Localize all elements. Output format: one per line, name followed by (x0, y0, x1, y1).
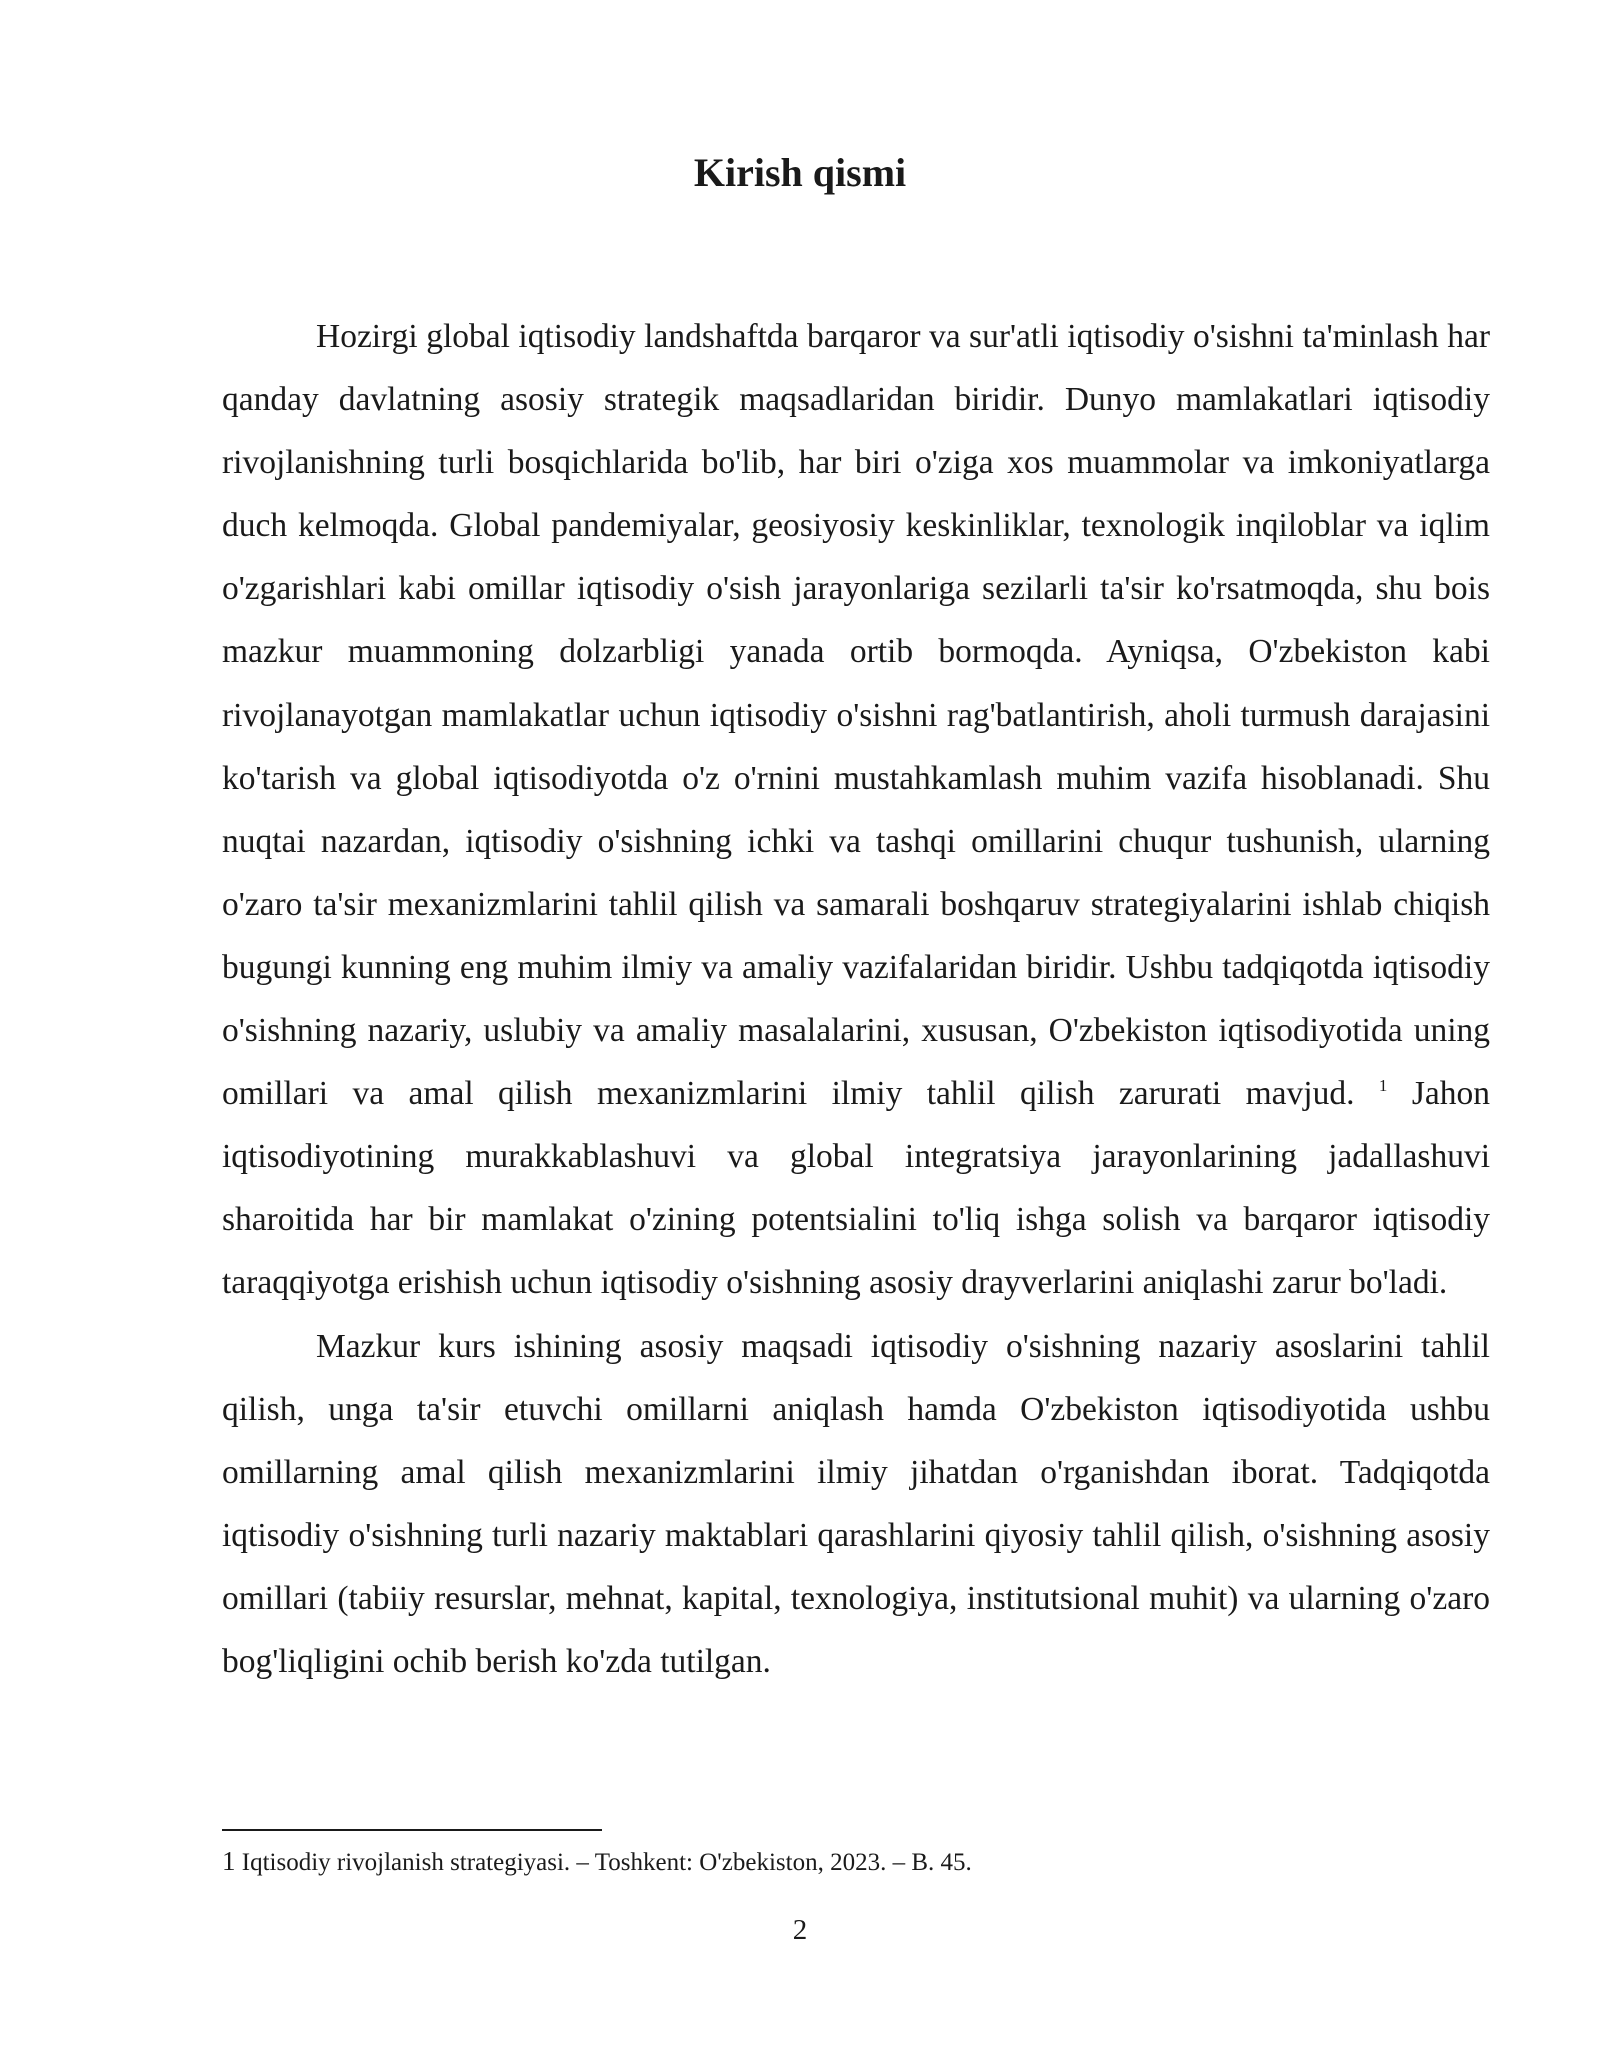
footnote-reference[interactable]: 1 (1378, 1076, 1388, 1096)
footnote-number: 1 (222, 1846, 236, 1876)
footnote (222, 1845, 972, 1879)
paragraph-intro-text-before-ref: Hozirgi global iqtisodiy landshaftda barqaror va sur'atli iqtisodiy o'sishni ta'minlash har qanday davlatning asosiy strategik maqsadlaridan biridir. Dunyo mamlakatlari iqtisodiy rivojlanishning turli bosqichlarida bo'lib, har biri o'ziga xos muammolar va imkoniyatlarga duch kelmoqda. Global pandemiyalar, geosiyosiy keskinliklar, texnologik inqiloblar va iqlim o'zgarishlari kabi omillar iqtisodiy o'sish jarayonlariga sezilarli ta'sir ko'rsatmoqda, shu bois mazkur muammoning dolzarbligi yanada ortib bormoqda. Ayniqsa, O'zbekiston kabi rivojlanayotgan mamlakatlar uchun iqtisodiy o'sishni rag'batlantirish, aholi turmush darajasini ko'tarish va global iqtisodiyotda o'z o'rnini mustahkamlash muhim vazifa hisoblanadi. Shu nuqtai nazardan, iqtisodiy o'sishning ichki va tashqi omillarini chuqur tushunish, ularning o'zaro ta'sir mexanizmlarini tahlil qilish va samarali boshqaruv strategiyalarini ishlab chiqish bugungi kunning eng muhim ilmiy va amaliy vazifalaridan biridir. Ushbu tadqiqotda iqtisodiy o'sishning nazariy, uslubiy va amaliy masalalarini, xususan, O'zbekiston iqtisodiyotida uning omillari va amal qilish mexanizmlarini ilmiy tahlil qilish zarurati mavjud. (222, 318, 1490, 1113)
paragraph-intro-text-after-ref: Jahon iqtisodiyotining murakkablashuvi va global integratsiya jarayonlarining jadallashuvi sharoitida har bir mamlakat o'zining potentsialini to'liq ishga solish va barqaror iqtisodiy taraqqiyotga erishish uchun iqtisodiy o'sishning asosiy drayverlarini aniqlashi zarur bo'ladi. (222, 1075, 1491, 1302)
body-text (222, 305, 1490, 1693)
paragraph-intro (222, 305, 1490, 1315)
footnote-text: Iqtisodiy rivojlanish strategiyasi. – Toshkent: O'zbekiston, 2023. – B. 45. (235, 1849, 972, 1876)
footnote-separator (222, 1829, 602, 1831)
page-number: 2 (792, 1914, 808, 1946)
section-title: Kirish qismi (693, 150, 907, 195)
paragraph-goal: Mazkur kurs ishining asosiy maqsadi iqtisodiy o'sishning nazariy asoslarini tahlil qilish, unga ta'sir etuvchi omillarni aniqlash hamda O'zbekiston iqtisodiyotida ushbu omillarning amal qilish mexanizmlarini ilmiy jihatdan o'rganishdan iborat. Tadqiqotda iqtisodiy o'sishning turli nazariy maktablari qarashlarini qiyosiy tahlil qilish, o'sishning asosiy omillari (tabiiy resurslar, mehnat, kapital, texnologiya, institutsional muhit) va ularning o'zaro bog'liqligini ochib berish ko'zda tutilgan. (222, 1327, 1490, 1680)
